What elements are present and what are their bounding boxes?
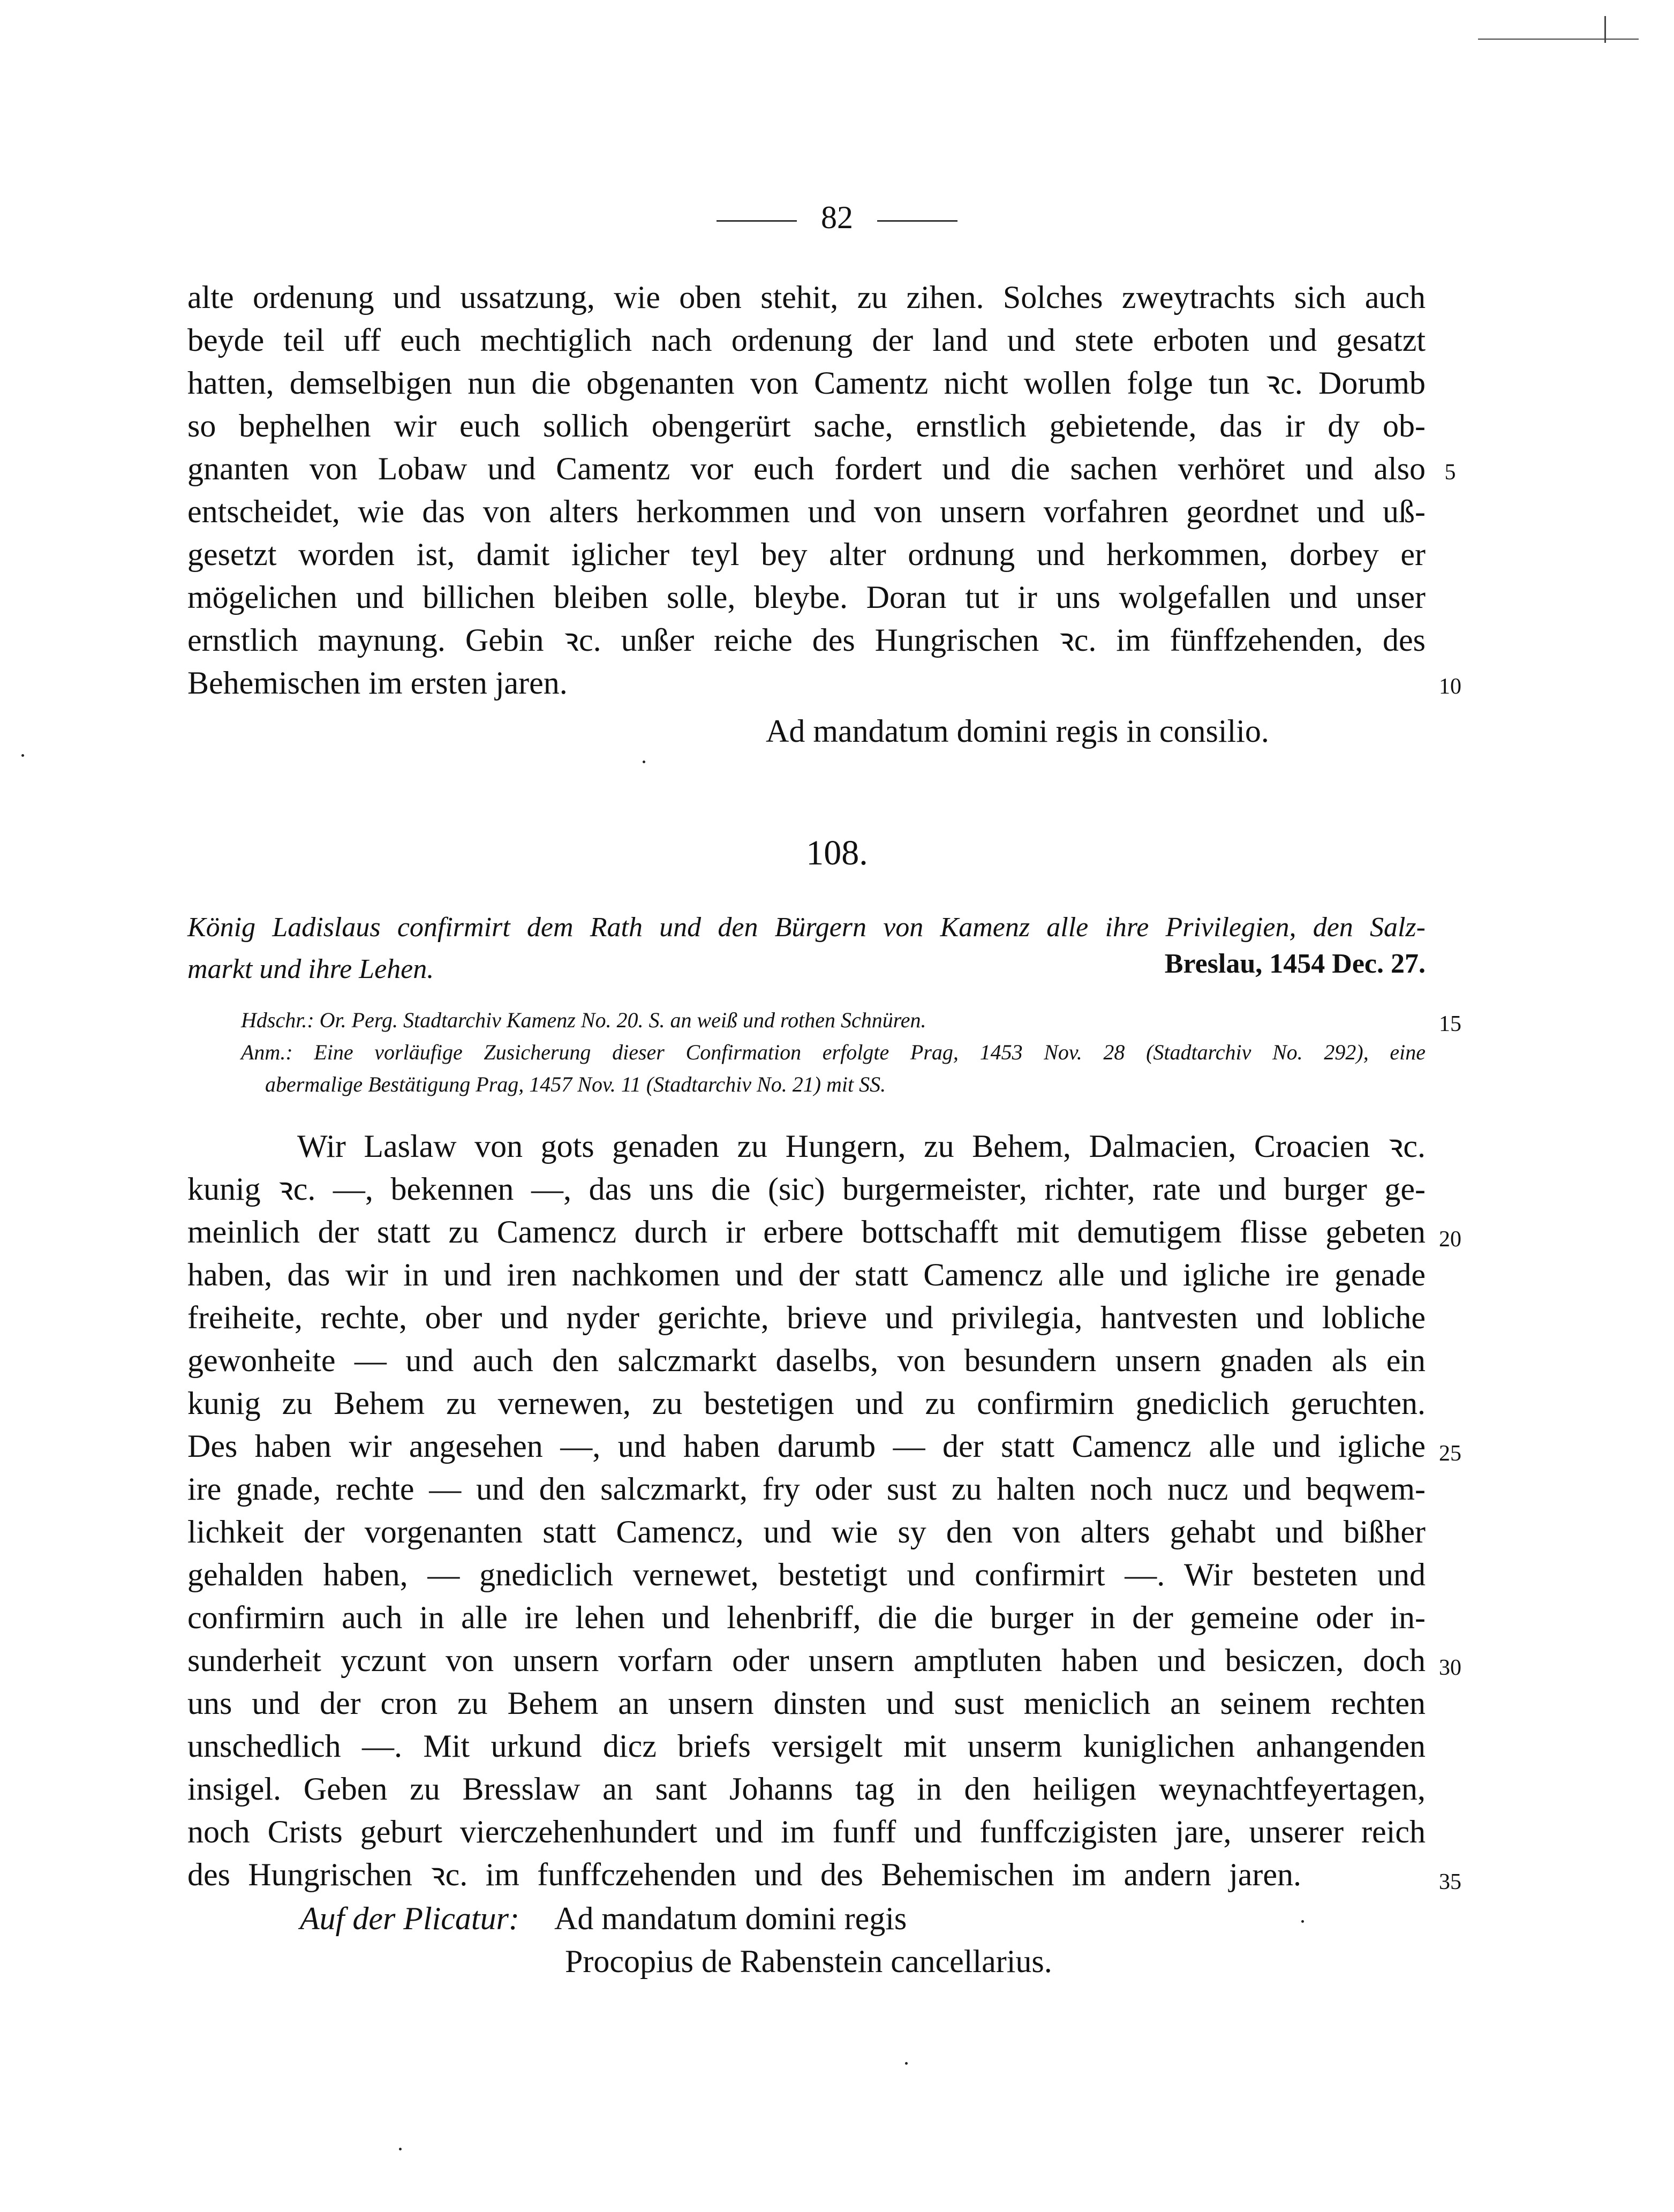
text-line: noch Crists geburt vierczehenhundert und im funff und funffczigisten jare, unserer reich xyxy=(187,1814,1426,1849)
text-line: hatten, demselbigen nun die obgenanten von Camentz nicht wollen folge tun ꝛc. Dorumb xyxy=(187,365,1426,401)
chancellor-signature: Procopius de Rabenstein cancellarius. xyxy=(565,1944,1052,1979)
line-number-15: 15 xyxy=(1439,1012,1461,1036)
note-remark-line-1: Anm.: Eine vorläufige Zusicherung dieser Confirmation erfolgte Prag, 1453 Nov. 28 (Stadtarchiv No. 292), eine xyxy=(241,1040,1426,1064)
line-number-35: 35 xyxy=(1439,1870,1461,1894)
text-line: Wir Laslaw von gots genaden zu Hungern, zu Behem, Dalmacien, Croacien ꝛc. xyxy=(297,1128,1426,1164)
text-line: confirmirn auch in alle ire lehen und lehenbriff, die die burger in der gemeine oder in- xyxy=(187,1600,1426,1635)
text-line: lichkeit der vorgenanten statt Camencz, und wie sy den von alters gehabt und bißher xyxy=(187,1514,1426,1549)
line-number-5: 5 xyxy=(1444,460,1456,485)
scan-speck xyxy=(399,2148,402,2150)
line-number-30: 30 xyxy=(1439,1656,1461,1680)
note-remark-line-2: abermalige Bestätigung Prag, 1457 Nov. 11 (Stadtarchiv No. 21) mit SS. xyxy=(265,1072,886,1096)
text-line: freiheite, rechte, ober und nyder gerichte, brieve und privilegia, hantvesten und lobliche xyxy=(187,1300,1426,1335)
header-dash-left xyxy=(717,220,797,222)
scan-speck xyxy=(643,761,645,763)
plicatur-text: Ad mandatum domini regis xyxy=(554,1901,907,1936)
document-number: 108. xyxy=(806,833,868,872)
text-line: entscheidet, wie das von alters herkommen und von unsern vorfahren geordnet und uß- xyxy=(187,494,1426,529)
top-right-rule xyxy=(1478,39,1639,40)
text-line: uns und der cron zu Behem an unsern dinsten und sust meniclich an seinem rechten xyxy=(187,1686,1426,1721)
text-line: alte ordenung und ussatzung, wie oben stehit, zu zihen. Solches zweytrachts sich auch xyxy=(187,280,1426,315)
text-line: kunig zu Behem zu vernewen, zu bestetigen und zu confirmirn gnediclich geruchten. xyxy=(187,1386,1426,1421)
header-dash-right xyxy=(877,220,957,222)
text-line: haben, das wir in und iren nachkomen und der statt Camencz alle und igliche ire genade xyxy=(187,1257,1426,1292)
page-header xyxy=(0,199,1674,236)
plicatur-label: Auf der Plicatur: xyxy=(300,1901,519,1936)
document-title-line-2: markt und ihre Lehen. xyxy=(187,954,434,984)
line-number-10: 10 xyxy=(1439,674,1461,699)
text-line: des Hungrischen ꝛc. im funffczehenden und des Behemischen im andern jaren. xyxy=(187,1857,1301,1892)
text-line: ire gnade, rechte — und den salczmarkt, fry oder sust zu halten noch nucz und beqwem- xyxy=(187,1471,1426,1507)
text-line: Behemischen im ersten jaren. xyxy=(187,665,568,701)
text-line: insigel. Geben zu Bresslaw an sant Johanns tag in den heiligen weynachtfeyertagen, xyxy=(187,1771,1426,1807)
text-line: gesetzt worden ist, damit iglicher teyl bey alter ordnung und herkommen, dorbey er xyxy=(187,537,1426,572)
text-line: unschedlich —. Mit urkund dicz briefs versigelt mit unserm kuniglichen anhangenden xyxy=(187,1728,1426,1764)
page-number: 82 xyxy=(821,200,853,235)
note-manuscript: Hdschr.: Or. Perg. Stadtarchiv Kamenz No. 20. S. an weiß und rothen Schnüren. xyxy=(241,1008,926,1032)
document-date: Breslau, 1454 Dec. 27. xyxy=(1164,949,1426,979)
top-right-tick xyxy=(1604,16,1606,43)
text-line: gnanten von Lobaw und Camentz vor euch fordert und die sachen verhöret und also xyxy=(187,451,1426,486)
line-number-25: 25 xyxy=(1439,1441,1461,1466)
document-title-line-1: König Ladislaus confirmirt dem Rath und den Bürgern von Kamenz alle ihre Privilegien, den Salz- xyxy=(187,912,1426,943)
scan-speck xyxy=(21,754,24,757)
top-closing: Ad mandatum domini regis in consilio. xyxy=(766,713,1269,749)
text-line: kunig ꝛc. —, bekennen —, das uns die (sic) burgermeister, richter, rate und burger ge- xyxy=(187,1171,1426,1207)
text-line: ernstlich maynung. Gebin ꝛc. unßer reiche des Hungrischen ꝛc. im fünffzehenden, des xyxy=(187,622,1426,658)
text-line: mögelichen und billichen bleiben solle, bleybe. Doran tut ir uns wolgefallen und unser xyxy=(187,580,1426,615)
text-line: beyde teil uff euch mechtiglich nach ordenung der land und stete erboten und gesatzt xyxy=(187,322,1426,358)
scan-speck xyxy=(1301,1920,1304,1923)
text-line: gehalden haben, — gnediclich vernewet, bestetigt und confirmirt —. Wir besteten und xyxy=(187,1557,1426,1592)
scan-speck xyxy=(905,2062,908,2065)
line-number-20: 20 xyxy=(1439,1227,1461,1252)
text-line: meinlich der statt zu Camencz durch ir erbere bottschafft mit demutigem flisse gebeten xyxy=(187,1214,1426,1250)
text-line: sunderheit yczunt von unsern vorfarn oder unsern amptluten haben und besiczen, doch xyxy=(187,1643,1426,1678)
text-line: so bephelhen wir euch sollich obengerürt sache, ernstlich gebietende, das ir dy ob- xyxy=(187,408,1426,443)
text-line: Des haben wir angesehen —, und haben darumb — der statt Camencz alle und igliche xyxy=(187,1428,1426,1464)
text-line: gewonheite — und auch den salczmarkt daselbs, von besundern unsern gnaden als ein xyxy=(187,1343,1426,1378)
